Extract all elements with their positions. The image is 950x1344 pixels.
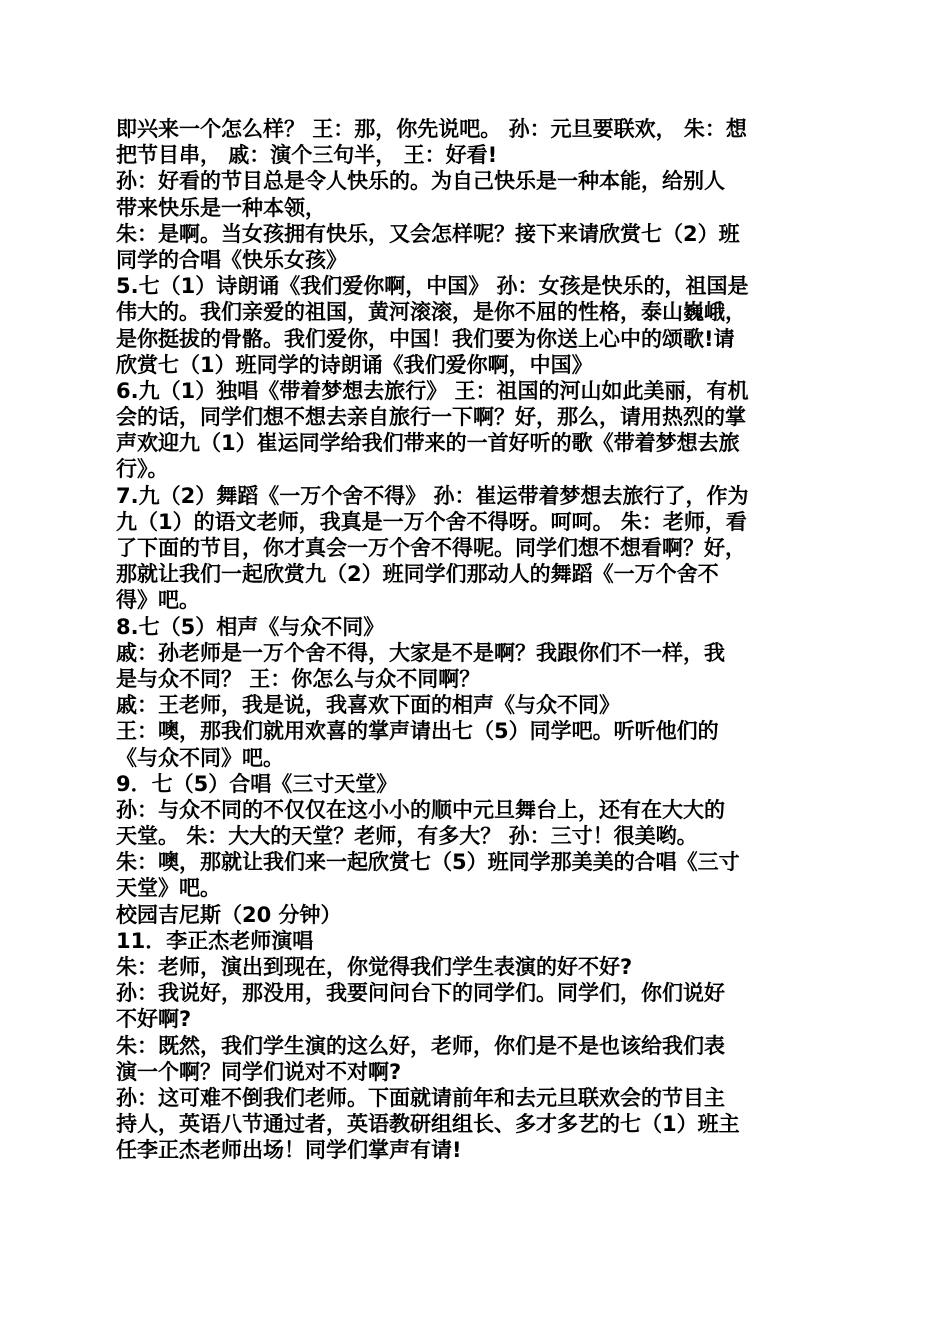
text-line: 5.七（1）诗朗诵《我们爱你啊，中国》 孙：女孩是快乐的，祖国是 — [116, 274, 749, 299]
text-line: 伟大的。我们亲爱的祖国，黄河滚滚，是你不屈的性格，泰山巍峨， — [116, 300, 746, 325]
text-line: 朱：噢，那就让我们来一起欣赏七（5）班同学那美美的合唱《三寸 — [116, 850, 740, 875]
text-line: 7.九（2）舞蹈《一万个舍不得》 孙：崔运带着梦想去旅行了，作为 — [116, 483, 749, 508]
text-line: 8.七（5）相声《与众不同》 — [116, 614, 385, 639]
text-line: 九（1）的语文老师，我真是一万个舍不得呀。呵呵。 朱：老师，看 — [116, 509, 747, 534]
text-line: 即兴来一个怎么样？ 王：那，你先说吧。 孙：元旦要联欢， 朱：想 — [116, 117, 747, 141]
text-line: 校园吉尼斯（20 分钟） — [116, 902, 342, 927]
text-line: 天堂。 朱：大大的天堂？老师，有多大？ 孙：三寸！很美哟。 — [116, 824, 698, 849]
text-line: 演一个啊？同学们说对不对啊? — [116, 1059, 402, 1084]
text-line: 持人，英语八节通过者，英语教研组组长、多才多艺的七（1）班主 — [116, 1112, 740, 1137]
text-line: 不好啊? — [116, 1007, 192, 1032]
text-line: 孙：与众不同的不仅仅在这小小的顺中元旦舞台上，还有在大大的 — [116, 797, 725, 822]
text-line: 那就让我们一起欣赏九（2）班同学们那动人的舞蹈《一万个舍不 — [116, 562, 719, 587]
text-line: 天堂》吧。 — [116, 876, 221, 901]
text-line: 同学的合唱《快乐女孩》 — [116, 247, 347, 272]
text-line: 声欢迎九（1）崔运同学给我们带来的一首好听的歌《带着梦想去旅 — [116, 431, 740, 456]
text-line: 了下面的节目，你才真会一万个舍不得呢。同学们想不想看啊？好， — [116, 536, 746, 560]
text-line: 戚：王老师，我是说，我喜欢下面的相声《与众不同》 — [116, 693, 620, 718]
text-line: 带来快乐是一种本领， — [116, 195, 326, 220]
text-line: 是与众不同？ 王：你怎么与众不同啊？ — [116, 666, 481, 691]
text-line: 朱：是啊。当女孩拥有快乐，又会怎样呢？接下来请欣赏七（2）班 — [116, 221, 740, 246]
text-line: 王：噢，那我们就用欢喜的掌声请出七（5）同学吧。听听他们的 — [116, 719, 719, 744]
text-line: 孙：这可难不倒我们老师。下面就请前年和去元旦联欢会的节目主 — [116, 1085, 725, 1110]
text-line: 欣赏七（1）班同学的诗朗诵《我们爱你啊，中国》 — [116, 352, 593, 377]
text-line: 会的话，同学们想不想去亲自旅行一下啊？好，那么，请用热烈的掌 — [116, 405, 746, 430]
text-line: 任李正杰老师出场！同学们掌声有请! — [116, 1138, 462, 1163]
text-line: 朱：老师，演出到现在，你觉得我们学生表演的好不好? — [116, 955, 633, 979]
text-line: 把节目串， 戚：演个三句半， 王：好看! — [116, 143, 498, 168]
text-line: 朱：既然，我们学生演的这么好，老师，你们是不是也该给我们表 — [116, 1033, 725, 1058]
text-line: 《与众不同》吧。 — [116, 745, 284, 770]
text-line: 得》吧。 — [116, 588, 200, 613]
text-line: 孙：我说好，那没用，我要问问台下的同学们。同学们，你们说好 — [116, 981, 725, 1006]
script-text-body — [116, 116, 836, 1164]
text-line: 6.九（1）独唱《带着梦想去旅行》 王：祖国的河山如此美丽，有机 — [116, 378, 749, 403]
text-line: 是你挺拔的骨骼。我们爱你，中国！我们要为你送上心中的颂歌!请 — [116, 326, 735, 351]
text-line: 11．李正杰老师演唱 — [116, 928, 314, 953]
text-line: 行》。 — [116, 457, 169, 482]
text-line: 戚：孙老师是一万个舍不得，大家是不是啊？我跟你们不一样，我 — [116, 640, 725, 665]
text-line: 孙：好看的节目总是令人快乐的。为自己快乐是一种本能，给别人 — [116, 169, 725, 194]
text-line: 9．七（5）合唱《三寸天堂》 — [116, 771, 398, 796]
